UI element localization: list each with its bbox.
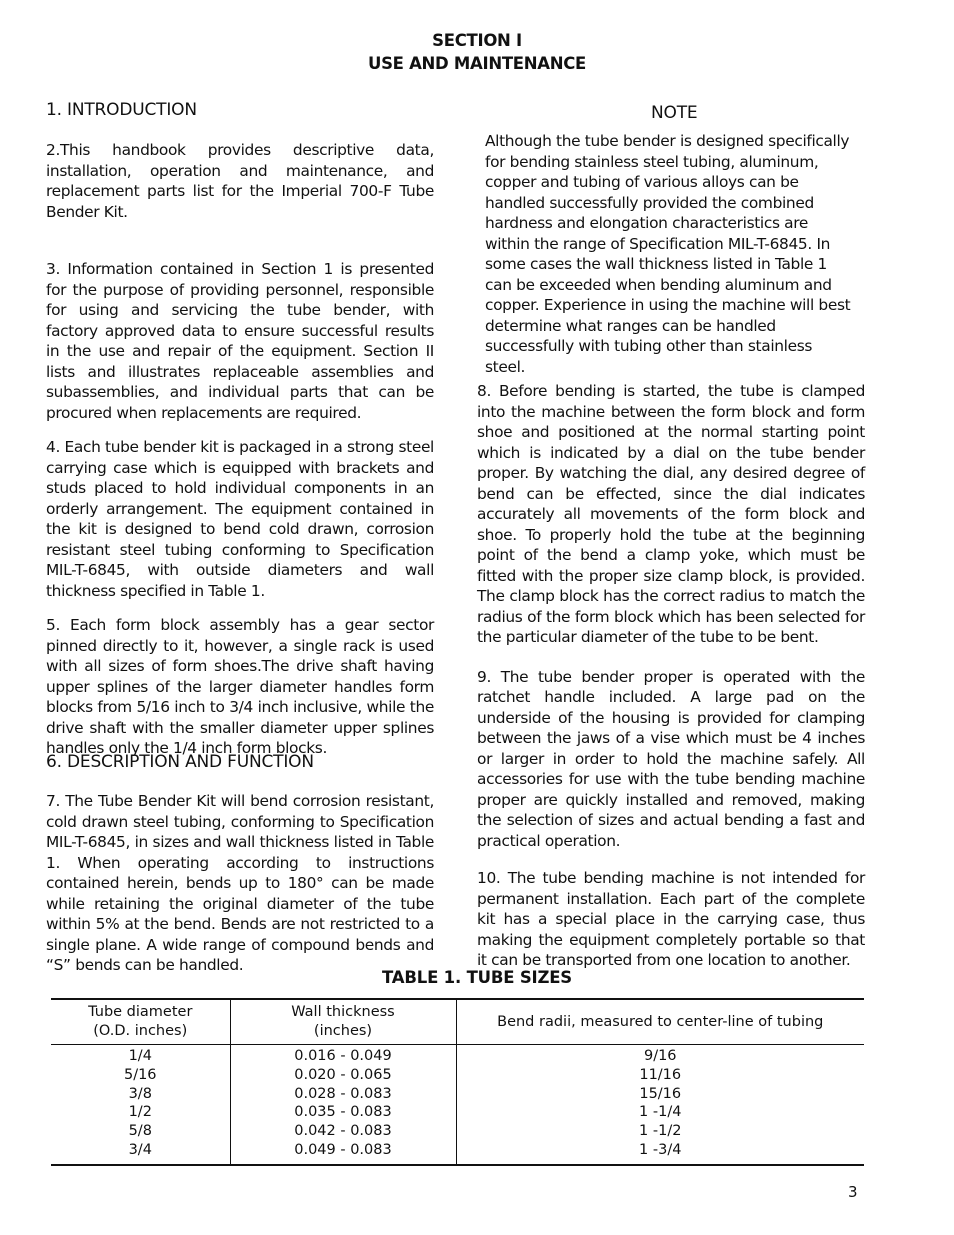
paragraph-5: 5. Each form block assembly has a gear sector pinned directly to it, however, a single rack is used with all sizes of form shoes.The drive shaft having upper splines of the larger diameter handles form blocks from 5/16 inch to 3/4 inch inclusive, while the drive shaft with the smaller diameter upper splines handles only the 1/4 inch form blocks. — [46, 616, 434, 757]
paragraph-2: 2.This handbook provides descriptive data, installation, operation and maintenance, and replacement parts list for the Imperial 700-F Tube Bender Kit. — [46, 141, 434, 221]
table-title: TABLE 1. TUBE SIZES — [382, 968, 572, 987]
table-header-row — [51, 999, 864, 1045]
right-column-body — [477, 381, 865, 971]
bend-radius-value: 1 -1/2 — [639, 1123, 682, 1140]
wall-thickness-value: 0.042 - 0.083 — [294, 1123, 392, 1140]
header-bend-radii-line1: Bend radii, measured to center-line of tubing — [497, 1013, 824, 1030]
bend-radius-value: 1 -3/4 — [639, 1141, 682, 1158]
header-bend-radii — [456, 999, 864, 1045]
introduction-heading: 1. INTRODUCTION — [46, 100, 197, 120]
header-tube-diameter-line1: Tube diameter — [88, 1004, 193, 1020]
bend-radius-value: 1 -1/4 — [639, 1104, 682, 1121]
header-wall-thickness — [230, 999, 456, 1045]
page-number: 3 — [848, 1183, 858, 1201]
wall-thickness-value: 0.016 - 0.049 — [294, 1048, 392, 1064]
tube-diameter-value: 1/4 — [128, 1048, 152, 1064]
header-tube-diameter-line2: (O.D. inches) — [93, 1023, 188, 1039]
paragraph-10: 10. The tube bending machine is not intended for permanent installation. Each part of the complete kit has a special place in the carrying case, thus making the equipment completely portable so that it can be transported from one location to another. — [477, 869, 865, 969]
wall-thickness-value: 0.035 - 0.083 — [294, 1104, 392, 1121]
header-tube-diameter — [51, 999, 230, 1045]
header-wall-thickness-line2: (inches) — [313, 1023, 373, 1039]
bend-radius-value: 15/16 — [639, 1085, 682, 1102]
tube-diameter-value: 3/4 — [128, 1141, 152, 1158]
table-row — [51, 1045, 864, 1165]
tube-diameter-cell — [51, 1045, 230, 1165]
paragraph-3: 3. Information contained in Section 1 is presented for the purpose of providing personnel, responsible for using and servicing the tube bender, with factory approved data to ensure successful results in the use and repair of the equipment. Section II lists and illustrates replaceable assemblies and subassemblies, and individual parts that can be procured when replacements are required. — [46, 260, 434, 422]
note-block — [485, 131, 854, 377]
note-text: Although the tube bender is designed specifically for bending stainless steel tubing, aluminum, copper and tubing of various alloys can be handled successfully provided the combined hardness and elongation characteristics are within the range of Specification MIL-T-6845. In some cases the wall thickness listed in Table 1 can be exceeded when bending aluminum and copper. Experience in using the machine will best determine what ranges can be handled successfully with tubing other than stainless steel. — [485, 132, 851, 376]
note-heading: NOTE — [651, 103, 698, 123]
header-wall-thickness-line1: Wall thickness — [291, 1004, 395, 1020]
paragraph-8: 8. Before bending is started, the tube is clamped into the machine between the form block and form shoe and positioned at the normal starting point which is indicated by a dial on the tube bender proper. By watching the dial, any desired degree of bend can be effected, since the dial indicates accurately all movements of the form block and shoe. To properly hold the tube at the beginning point of the bend a clamp yoke, which must be fitted with the proper size clamp block, is provided. The clamp block has the correct radius to match the radius of the form block which has been selected for the particular diameter of the tube to be bent. — [477, 382, 865, 646]
wall-thickness-value: 0.049 - 0.083 — [294, 1141, 392, 1158]
tube-sizes-table — [51, 998, 864, 1166]
tube-diameter-value: 5/8 — [128, 1123, 152, 1140]
bend-radius-value: 11/16 — [639, 1066, 682, 1083]
wall-thickness-cell — [230, 1045, 456, 1165]
paragraph-9: 9. The tube bender proper is operated with the ratchet handle included. A large pad on the underside of the housing is provided for clamping between the jaws of a vise which must be 4 inches or larger in order to hold the machine safely. All accessories for use with the tube bending machine proper are quickly installed and removed, making the selection of sizes and actual bending a fast and practical operation. — [477, 667, 865, 850]
paragraph-4: 4. Each tube bender kit is packaged in a strong steel carrying case which is equipped with brackets and studs placed to hold individual components in an orderly arrangement. The equipment contained in the kit is designed to bend cold drawn, corrosion resistant steel tubing conforming to Specification MIL-T-6845, with outside diameters and wall thickness specified in Table 1. — [46, 438, 434, 600]
tube-diameter-value: 3/8 — [128, 1085, 152, 1102]
wall-thickness-value: 0.020 - 0.065 — [294, 1066, 392, 1083]
left-column-intro — [46, 140, 434, 759]
section-subtitle: USE AND MAINTENANCE — [367, 54, 587, 73]
description-heading: 6. DESCRIPTION AND FUNCTION — [46, 752, 314, 772]
section-title: SECTION I — [432, 31, 522, 50]
wall-thickness-value: 0.028 - 0.083 — [294, 1085, 392, 1102]
bend-radius-value: 9/16 — [643, 1048, 677, 1064]
tube-diameter-value: 1/2 — [128, 1104, 152, 1121]
left-column-description — [46, 791, 434, 976]
paragraph-7: 7. The Tube Bender Kit will bend corrosion resistant, cold drawn steel tubing, conforming to Specification MIL-T-6845, in sizes and wall thickness listed in Table 1. When operating according to instructions contained herein, bends up to 180° can be made while retaining the original diameter of the tube within 5% at the bend. Bends are not restricted to a single plane. A wide range of compound bends and “S” bends can be handled. — [46, 792, 434, 974]
bend-radii-cell — [456, 1045, 864, 1165]
tube-diameter-value: 5/16 — [123, 1066, 157, 1083]
